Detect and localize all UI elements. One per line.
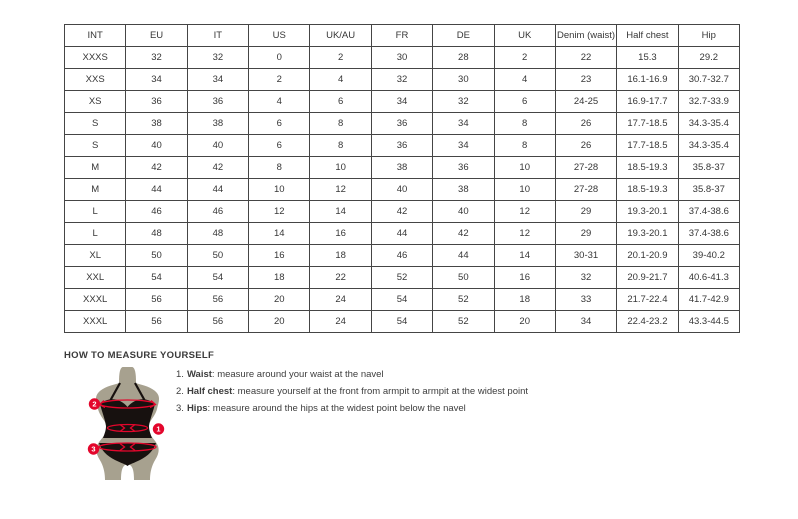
size-label-cell: S	[65, 135, 126, 157]
mannequin-measure-illustration	[80, 367, 175, 485]
table-row	[65, 135, 740, 157]
size-value-cell: 8	[310, 135, 371, 157]
column-header: Half chest	[617, 25, 678, 47]
measure-step-text: : measure around the hips at the widest point below the navel	[207, 403, 466, 414]
size-value-cell: 30-31	[555, 245, 616, 267]
size-value-cell: 50	[126, 245, 187, 267]
size-value-cell: 16	[310, 223, 371, 245]
size-label-cell: XXS	[65, 69, 126, 91]
size-value-cell: 36	[126, 91, 187, 113]
size-value-cell: 35.8-37	[678, 179, 739, 201]
size-value-cell: 27-28	[555, 179, 616, 201]
size-value-cell: 32.7-33.9	[678, 91, 739, 113]
size-value-cell: 12	[310, 179, 371, 201]
size-label-cell: XS	[65, 91, 126, 113]
size-value-cell: 50	[187, 245, 248, 267]
table-row	[65, 201, 740, 223]
size-value-cell: 6	[249, 113, 310, 135]
size-value-cell: 8	[310, 113, 371, 135]
mannequin-neck	[119, 367, 136, 386]
size-value-cell: 8	[494, 135, 555, 157]
size-value-cell: 12	[494, 201, 555, 223]
table-row	[65, 289, 740, 311]
table-row	[65, 311, 740, 333]
size-value-cell: 20	[249, 311, 310, 333]
size-value-cell: 28	[433, 47, 494, 69]
size-value-cell: 42	[187, 157, 248, 179]
size-value-cell: 56	[126, 289, 187, 311]
size-value-cell: 32	[126, 47, 187, 69]
size-value-cell: 37.4-38.6	[678, 223, 739, 245]
measure-step-number: 2.	[176, 386, 184, 397]
size-label-cell: L	[65, 201, 126, 223]
size-value-cell: 34	[371, 91, 432, 113]
size-value-cell: 20.9-21.7	[617, 267, 678, 289]
size-value-cell: 22	[555, 47, 616, 69]
size-value-cell: 36	[187, 91, 248, 113]
column-header: IT	[187, 25, 248, 47]
size-value-cell: 40	[126, 135, 187, 157]
size-value-cell: 44	[126, 179, 187, 201]
column-header: EU	[126, 25, 187, 47]
size-chart-header	[65, 25, 740, 47]
size-label-cell: L	[65, 223, 126, 245]
size-label-cell: XXL	[65, 267, 126, 289]
size-value-cell: 4	[310, 69, 371, 91]
size-label-cell: XL	[65, 245, 126, 267]
size-value-cell: 54	[371, 311, 432, 333]
size-value-cell: 46	[126, 201, 187, 223]
size-value-cell: 14	[310, 201, 371, 223]
size-value-cell: 52	[371, 267, 432, 289]
column-header: DE	[433, 25, 494, 47]
size-value-cell: 46	[371, 245, 432, 267]
size-value-cell: 44	[371, 223, 432, 245]
size-value-cell: 17.7-18.5	[617, 113, 678, 135]
column-header: UK	[494, 25, 555, 47]
size-value-cell: 37.4-38.6	[678, 201, 739, 223]
size-value-cell: 34	[187, 69, 248, 91]
size-value-cell: 39-40.2	[678, 245, 739, 267]
size-value-cell: 20.1-20.9	[617, 245, 678, 267]
size-value-cell: 29	[555, 201, 616, 223]
size-value-cell: 0	[249, 47, 310, 69]
size-label-cell: S	[65, 113, 126, 135]
size-label-cell: M	[65, 157, 126, 179]
size-value-cell: 10	[494, 157, 555, 179]
size-chart-body	[65, 47, 740, 333]
size-value-cell: 24	[310, 289, 371, 311]
size-value-cell: 14	[494, 245, 555, 267]
size-value-cell: 33	[555, 289, 616, 311]
size-value-cell: 40	[433, 201, 494, 223]
size-value-cell: 54	[187, 267, 248, 289]
measure-step-text: : measure yourself at the front from armpit to armpit at the widest point	[232, 386, 529, 397]
size-label-cell: XXXS	[65, 47, 126, 69]
size-value-cell: 32	[371, 69, 432, 91]
badge-1-number: 1	[156, 424, 161, 434]
size-value-cell: 34	[433, 135, 494, 157]
measure-step-label: Hips	[186, 403, 208, 414]
table-row	[65, 69, 740, 91]
measure-step-text: : measure around your waist at the navel	[211, 369, 384, 380]
table-row	[65, 47, 740, 69]
size-value-cell: 20	[249, 289, 310, 311]
size-value-cell: 40	[371, 179, 432, 201]
size-value-cell: 38	[187, 113, 248, 135]
size-value-cell: 15.3	[617, 47, 678, 69]
table-row	[65, 267, 740, 289]
size-value-cell: 19.3-20.1	[617, 201, 678, 223]
size-value-cell: 30	[371, 47, 432, 69]
size-value-cell: 24-25	[555, 91, 616, 113]
size-value-cell: 10	[249, 179, 310, 201]
size-value-cell: 18.5-19.3	[617, 157, 678, 179]
table-row	[65, 179, 740, 201]
size-value-cell: 42	[126, 157, 187, 179]
size-value-cell: 20	[494, 311, 555, 333]
size-value-cell: 42	[433, 223, 494, 245]
measure-instructions-list	[176, 366, 528, 417]
table-row	[65, 157, 740, 179]
size-value-cell: 2	[249, 69, 310, 91]
size-value-cell: 32	[555, 267, 616, 289]
size-value-cell: 2	[494, 47, 555, 69]
size-value-cell: 56	[126, 311, 187, 333]
size-value-cell: 54	[126, 267, 187, 289]
size-value-cell: 10	[494, 179, 555, 201]
size-value-cell: 12	[249, 201, 310, 223]
size-value-cell: 16.1-16.9	[617, 69, 678, 91]
size-value-cell: 38	[371, 157, 432, 179]
size-value-cell: 44	[187, 179, 248, 201]
size-value-cell: 21.7-22.4	[617, 289, 678, 311]
measure-step-hips	[176, 400, 528, 417]
size-value-cell: 46	[187, 201, 248, 223]
size-value-cell: 14	[249, 223, 310, 245]
badge-3-number: 3	[91, 444, 96, 454]
size-value-cell: 44	[433, 245, 494, 267]
size-value-cell: 2	[310, 47, 371, 69]
size-value-cell: 56	[187, 311, 248, 333]
size-value-cell: 48	[187, 223, 248, 245]
table-row	[65, 91, 740, 113]
size-value-cell: 18	[310, 245, 371, 267]
measure-step-number: 3.	[176, 403, 184, 414]
column-header: Hip	[678, 25, 739, 47]
size-value-cell: 6	[494, 91, 555, 113]
size-value-cell: 56	[187, 289, 248, 311]
size-value-cell: 48	[126, 223, 187, 245]
size-value-cell: 50	[433, 267, 494, 289]
size-value-cell: 36	[433, 157, 494, 179]
size-value-cell: 29.2	[678, 47, 739, 69]
size-value-cell: 30	[433, 69, 494, 91]
size-value-cell: 52	[433, 311, 494, 333]
column-header: Denim (waist)	[555, 25, 616, 47]
measure-step-half-chest	[176, 383, 528, 400]
size-value-cell: 19.3-20.1	[617, 223, 678, 245]
measure-step-label: Half chest	[186, 386, 233, 397]
size-value-cell: 43.3-44.5	[678, 311, 739, 333]
size-value-cell: 26	[555, 113, 616, 135]
size-value-cell: 16	[494, 267, 555, 289]
table-row	[65, 245, 740, 267]
size-value-cell: 38	[126, 113, 187, 135]
size-value-cell: 29	[555, 223, 616, 245]
column-header: US	[249, 25, 310, 47]
size-value-cell: 38	[433, 179, 494, 201]
header-row	[65, 25, 740, 47]
size-value-cell: 24	[310, 311, 371, 333]
size-value-cell: 22	[310, 267, 371, 289]
size-value-cell: 54	[371, 289, 432, 311]
size-value-cell: 6	[310, 91, 371, 113]
size-value-cell: 26	[555, 135, 616, 157]
size-value-cell: 32	[187, 47, 248, 69]
size-value-cell: 41.7-42.9	[678, 289, 739, 311]
size-value-cell: 6	[249, 135, 310, 157]
badge-2-number: 2	[92, 399, 97, 409]
size-value-cell: 36	[371, 113, 432, 135]
table-row	[65, 223, 740, 245]
size-value-cell: 42	[371, 201, 432, 223]
size-value-cell: 4	[494, 69, 555, 91]
size-value-cell: 16	[249, 245, 310, 267]
measure-step-number: 1.	[176, 369, 184, 380]
size-value-cell: 34.3-35.4	[678, 113, 739, 135]
column-header: INT	[65, 25, 126, 47]
size-label-cell: M	[65, 179, 126, 201]
size-chart-table	[64, 24, 740, 333]
size-value-cell: 4	[249, 91, 310, 113]
size-value-cell: 36	[371, 135, 432, 157]
size-value-cell: 34	[433, 113, 494, 135]
size-value-cell: 34.3-35.4	[678, 135, 739, 157]
size-value-cell: 12	[494, 223, 555, 245]
size-value-cell: 40.6-41.3	[678, 267, 739, 289]
size-value-cell: 18	[249, 267, 310, 289]
size-value-cell: 34	[555, 311, 616, 333]
column-header: FR	[371, 25, 432, 47]
size-value-cell: 16.9-17.7	[617, 91, 678, 113]
size-value-cell: 10	[310, 157, 371, 179]
size-value-cell: 23	[555, 69, 616, 91]
size-value-cell: 18	[494, 289, 555, 311]
size-value-cell: 18.5-19.3	[617, 179, 678, 201]
how-to-measure-title: HOW TO MEASURE YOURSELF	[64, 350, 215, 361]
size-value-cell: 27-28	[555, 157, 616, 179]
size-value-cell: 32	[433, 91, 494, 113]
size-value-cell: 34	[126, 69, 187, 91]
column-header: UK/AU	[310, 25, 371, 47]
size-value-cell: 52	[433, 289, 494, 311]
size-value-cell: 8	[249, 157, 310, 179]
size-value-cell: 17.7-18.5	[617, 135, 678, 157]
size-value-cell: 8	[494, 113, 555, 135]
measure-step-label: Waist	[186, 369, 212, 380]
size-value-cell: 22.4-23.2	[617, 311, 678, 333]
size-label-cell: XXXL	[65, 311, 126, 333]
size-value-cell: 40	[187, 135, 248, 157]
measure-step-waist	[176, 366, 528, 383]
size-value-cell: 30.7-32.7	[678, 69, 739, 91]
table-row	[65, 113, 740, 135]
size-value-cell: 35.8-37	[678, 157, 739, 179]
size-label-cell: XXXL	[65, 289, 126, 311]
